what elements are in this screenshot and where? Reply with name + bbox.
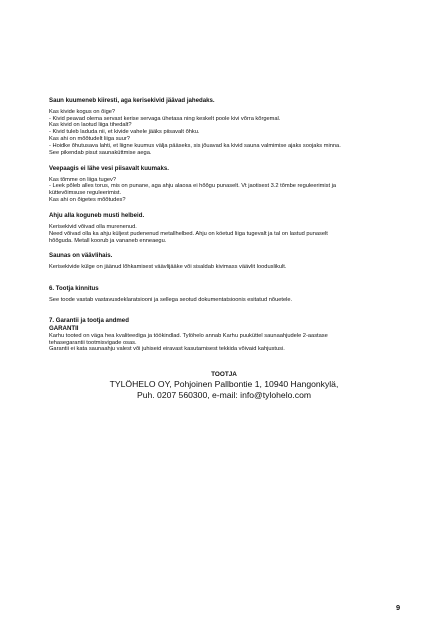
section-hot-sauna-cold-stones bbox=[49, 97, 399, 157]
section-heading: Ahju alla koguneb musti helbeid. bbox=[49, 212, 145, 220]
manufacturer-label: TOOTJA bbox=[211, 371, 237, 379]
section-line: Kas kivid on laotud liiga tihedalt? bbox=[49, 122, 132, 129]
section-sulphur-smell bbox=[49, 252, 399, 271]
section-line: Garantii ei kata saunaahju valest või juhiseid eiravast kasutamisest tekkida võivaid kahjustusi. bbox=[49, 346, 285, 353]
section-line: See toode vastab vastavusdeklaratsiooni ja sellega seotud dokumentatsioonis esitatud nõuetele. bbox=[49, 296, 293, 303]
warranty-subheading: GARANTII bbox=[49, 325, 79, 333]
section-line: - Hoidke õhutusava lahti, et liigne kuumus välja pääseks, sis jõuavad ka kivid sauna valmimise ajaks soojaks minna. bbox=[49, 143, 341, 150]
section-heading: Veepaagis ei lähe vesi piisavalt kuumaks. bbox=[49, 164, 169, 172]
section-water-tank bbox=[49, 165, 399, 204]
section-line: hõõguda. Metall koorub ja vananeb enneaegu. bbox=[49, 237, 167, 244]
section-line: Kas ahi on õigetes mõõtudes? bbox=[49, 197, 126, 204]
page-number: 9 bbox=[396, 603, 401, 612]
section-line: Kas ahi on mõõtudelt liiga suur? bbox=[49, 136, 130, 143]
section-line: Kas kivide kogus on õige? bbox=[49, 108, 116, 115]
section-line: Kerisekivide külge on jäänud lõhkamisest väävlijääke või sisaldab kivimass väävlit looduslikult. bbox=[49, 264, 287, 271]
manufacturer-footer bbox=[49, 371, 399, 400]
section-heading: 6. Tootja kinnitus bbox=[49, 284, 99, 292]
section-line: - Kivid peavad olema servast kerise servaga ühetasa ning keskelt poole kivi võrra kõrgemal. bbox=[49, 115, 281, 122]
section-line: - Leek põleb alles torus, mis on punane, aga ahju alaosa ei hõõgu punaselt. Vt jaotisest 3.2 tõmbe reguleerimist ja bbox=[49, 183, 337, 190]
section-line: See pikendab pisut saunaküttmise aega. bbox=[49, 150, 152, 157]
manufacturer-contact: Puh. 0207 560300, e-mail: info@tylohelo.com bbox=[136, 389, 312, 400]
section-heading: Saunas on väävlihais. bbox=[49, 252, 113, 260]
section-manufacturer-confirmation bbox=[49, 285, 399, 304]
document-page bbox=[49, 97, 399, 400]
section-line: Kerisekivid võivad olla murenenud. bbox=[49, 223, 137, 230]
section-line: Kas tõmme on liiga tugev? bbox=[49, 176, 117, 183]
section-heading: Saun kuumeneb kiiresti, aga kerisekivid jäävad jahedaks. bbox=[49, 97, 215, 104]
section-black-flakes bbox=[49, 212, 399, 244]
section-warranty bbox=[49, 317, 399, 353]
section-line: Karhu tooted on väga hea kvaliteediga ja töökindlad. Tylöhelo annab Karhu puuküttel saunaahjudele 2-aastase bbox=[49, 332, 328, 339]
section-line: tehasegarantii tootmisvigade osas. bbox=[49, 339, 137, 346]
manufacturer-address: TYLÖHELO OY, Pohjoinen Pallbontie 1, 10940 Hangonkylä, bbox=[109, 379, 339, 390]
section-heading: 7. Garantii ja tootja andmed bbox=[49, 317, 129, 325]
section-line: Need võivad olla ka ahju küljest pudenenud metallhelbed. Ahju on köetud liiga tugevalt ja tal on lastud punaselt bbox=[49, 230, 328, 237]
section-line: - Kivid tuleb laduda nii, et kivide vahele jääks piisavalt õhku. bbox=[49, 129, 200, 136]
section-line: küttevõimsuse reguleerimist. bbox=[49, 190, 122, 197]
